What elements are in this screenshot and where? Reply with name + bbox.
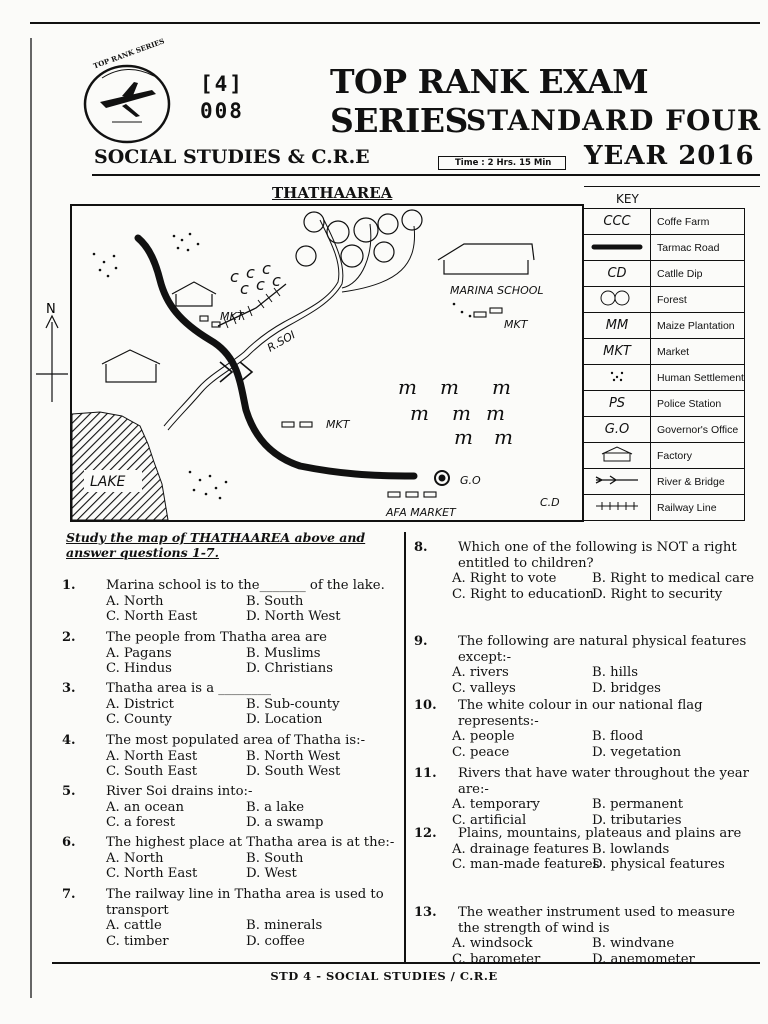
key-row	[584, 339, 745, 365]
key-label: River & Bridge	[651, 469, 745, 495]
answer-option[interactable]: B. lowlands	[592, 841, 670, 857]
svg-text:c: c	[240, 279, 249, 298]
key-label: Catlle Dip	[651, 261, 745, 287]
police-station-icon: PS	[584, 391, 651, 417]
map-title: THATHAAREA	[272, 184, 393, 202]
key-label: Maize Plantation	[651, 313, 745, 339]
answer-option[interactable]: A. North	[106, 850, 164, 866]
answer-option[interactable]: C. Right to education	[452, 586, 594, 602]
question-text: The weather instrument used to measure the strength of wind is	[458, 905, 735, 936]
svg-text:m: m	[494, 425, 513, 449]
answer-option[interactable]: A. Right to vote	[452, 571, 557, 586]
svg-text:m: m	[492, 375, 511, 399]
key-title: KEY	[616, 192, 639, 206]
answer-option[interactable]: B. hills	[592, 665, 638, 680]
question-text: River Soi drains into:-	[106, 784, 253, 799]
governor-office-icon: G.O	[584, 417, 651, 443]
answer-option[interactable]: C. valleys	[452, 680, 516, 696]
svg-text:G.O: G.O	[460, 474, 481, 487]
exam-logo	[82, 60, 172, 144]
svg-text:m: m	[486, 401, 505, 425]
answer-option[interactable]: B. South	[246, 593, 304, 609]
subject-title: SOCIAL STUDIES & C.R.E	[94, 146, 370, 168]
key-row	[584, 209, 745, 235]
answer-option[interactable]: D. anemometer	[592, 951, 695, 967]
svg-text:MARINA SCHOOL: MARINA SCHOOL	[450, 284, 544, 297]
answer-option[interactable]: B. South	[246, 850, 304, 866]
question-number: 10.	[414, 698, 437, 713]
key-label: Human Settlement	[651, 365, 745, 391]
answer-option[interactable]: D. physical features	[592, 857, 725, 872]
maize-icon: MM	[584, 313, 651, 339]
settlement-icon	[584, 365, 651, 391]
question-number: 1.	[62, 578, 76, 593]
answer-option[interactable]: D. Christians	[246, 661, 333, 676]
answer-option[interactable]: D. South West	[246, 764, 341, 779]
key-label: Coffe Farm	[651, 209, 745, 235]
key-label: Tarmac Road	[651, 235, 745, 261]
key-label: Factory	[651, 443, 745, 469]
key-label: Railway Line	[651, 495, 745, 521]
answer-option[interactable]: B. North West	[246, 748, 341, 764]
svg-text:m: m	[454, 425, 473, 449]
answer-option[interactable]: A. North East	[106, 748, 198, 764]
paper-code: 008	[200, 99, 244, 123]
paper-number: [4]	[200, 72, 244, 96]
answer-option[interactable]: D. vegetation	[592, 744, 682, 760]
key-row	[584, 313, 745, 339]
answer-option[interactable]: A. Pagans	[106, 645, 172, 661]
map-instruction: Study the map of THATHAAREA above and answer questions 1-7.	[66, 530, 366, 560]
left-margin-rule	[30, 38, 32, 998]
answer-option[interactable]: C. County	[106, 712, 172, 727]
answer-option[interactable]: A. people	[452, 729, 515, 744]
svg-text:N: N	[46, 302, 56, 317]
answer-option[interactable]: B. flood	[592, 729, 644, 744]
question-number: 3.	[62, 681, 76, 696]
answer-option[interactable]: B. permanent	[592, 797, 684, 812]
answer-option[interactable]: B. Muslims	[246, 645, 321, 661]
svg-text:R.SOI: R.SOI	[265, 328, 298, 355]
answer-option[interactable]: C. artificial	[452, 812, 527, 828]
answer-option[interactable]: D. coffee	[246, 933, 305, 949]
answer-option[interactable]: C. peace	[452, 744, 510, 760]
svg-text:c: c	[262, 259, 271, 278]
question-text: Plains, mountains, plateaus and plains are	[458, 826, 742, 841]
answer-option[interactable]: D. North West	[246, 609, 341, 624]
logo-text: TOP RANK SERIES	[92, 36, 166, 71]
key-row	[584, 495, 745, 521]
key-row	[584, 235, 745, 261]
answer-option[interactable]: A. windsock	[452, 936, 533, 951]
answer-option[interactable]: B. minerals	[246, 918, 323, 933]
answer-option[interactable]: D. a swamp	[246, 815, 324, 830]
exam-year: YEAR 2016	[584, 141, 755, 171]
svg-text:MKT: MKT	[220, 310, 244, 323]
svg-text:LAKE: LAKE	[90, 474, 126, 490]
answer-option[interactable]: A. cattle	[106, 918, 162, 933]
answer-option[interactable]: C. a forest	[106, 815, 176, 830]
time-allowed: Time : 2 Hrs. 15 Min	[438, 156, 566, 170]
key-row	[584, 261, 745, 287]
key-row	[584, 365, 745, 391]
question-number: 12.	[414, 826, 437, 841]
answer-option[interactable]: A. temporary	[452, 797, 540, 812]
header-rule	[92, 174, 760, 176]
answer-option[interactable]: D. bridges	[592, 680, 661, 696]
question-number: 8.	[414, 540, 428, 555]
answer-option[interactable]: D. tributaries	[592, 812, 682, 828]
question-text: The most populated area of Thatha is:-	[106, 733, 366, 748]
svg-text:MKT: MKT	[326, 418, 350, 431]
svg-text:m: m	[398, 375, 417, 399]
question-text: The highest place at Thatha area is at the:-	[106, 835, 395, 850]
answer-option[interactable]: B. Right to medical care	[592, 571, 755, 586]
answer-option[interactable]: D. Location	[246, 712, 323, 727]
key-label: Police Station	[651, 391, 745, 417]
header-rule-2	[584, 186, 760, 187]
key-row	[584, 469, 745, 495]
answer-option[interactable]: A. North	[106, 593, 164, 609]
map-key	[583, 208, 745, 521]
answer-option[interactable]: C. barometer	[452, 951, 541, 967]
answer-option[interactable]: C. timber	[106, 933, 169, 949]
answer-option[interactable]: D. Right to security	[592, 586, 723, 602]
cattle-dip-icon: CD	[584, 261, 651, 287]
svg-text:c: c	[272, 271, 281, 290]
svg-text:c: c	[230, 267, 239, 286]
key-label: Forest	[651, 287, 745, 313]
question-text: Rivers that have water throughout the year are:-	[458, 766, 749, 797]
svg-text:m: m	[410, 401, 429, 425]
question-text: The following are natural physical features except:-	[458, 634, 747, 665]
answer-option[interactable]: A. drainage features	[452, 841, 589, 857]
question-number: 13.	[414, 905, 437, 920]
railway-icon	[584, 495, 651, 521]
key-row	[584, 417, 745, 443]
key-label: Governor's Office	[651, 417, 745, 443]
answer-option[interactable]: A. District	[106, 696, 174, 712]
question-number: 5.	[62, 784, 76, 799]
north-arrow-icon	[34, 302, 68, 402]
answer-option[interactable]: A. an ocean	[106, 799, 184, 815]
key-label: Market	[651, 339, 745, 365]
answer-option[interactable]: C. Hindus	[106, 661, 172, 676]
key-row	[584, 391, 745, 417]
river-bridge-icon	[584, 469, 651, 495]
thatha-area-map	[70, 204, 584, 522]
svg-text:m: m	[452, 401, 471, 425]
svg-text:c: c	[246, 263, 255, 282]
svg-text:MKT: MKT	[504, 318, 528, 331]
answer-option[interactable]: C. South East	[106, 764, 198, 779]
answer-option[interactable]: C. North East	[106, 866, 198, 881]
svg-text:AFA MARKET: AFA MARKET	[386, 506, 456, 519]
market-icon: MKT	[584, 339, 651, 365]
key-row	[584, 287, 745, 313]
page-footer: STD 4 - SOCIAL STUDIES / C.R.E	[270, 969, 498, 983]
question-number: 11.	[414, 766, 437, 781]
answer-option[interactable]: D. West	[246, 866, 297, 881]
question-text: Thatha area is a ________	[106, 681, 272, 696]
column-divider	[404, 532, 406, 964]
question-text: Which one of the following is NOT a right entitled to children?	[458, 540, 737, 571]
question-text: The white colour in our national flag represents:-	[458, 698, 703, 729]
question-text: Marina school is to the_______ of the lake.	[106, 578, 385, 593]
standard-title: STANDARD FOUR	[466, 104, 762, 137]
answer-option[interactable]: C. man-made features	[452, 857, 600, 872]
svg-text:C.D: C.D	[540, 496, 560, 509]
question-number: 7.	[62, 887, 76, 902]
answer-option[interactable]: A. rivers	[452, 665, 509, 680]
question-text: The people from Thatha area are	[106, 630, 327, 645]
question-text: The railway line in Thatha area is used to transport	[106, 887, 384, 918]
question-number: 4.	[62, 733, 76, 748]
answer-option[interactable]: C. North East	[106, 609, 198, 624]
answer-option[interactable]: B. a lake	[246, 799, 305, 815]
question-number: 6.	[62, 835, 76, 850]
exam-series-title: TOP RANK EXAM SERIES	[330, 62, 649, 140]
svg-text:m: m	[440, 375, 459, 399]
svg-text:c: c	[256, 275, 265, 294]
key-row	[584, 443, 745, 469]
coffee-icon: CCC	[584, 209, 651, 235]
answer-option[interactable]: B. Sub-county	[246, 696, 340, 712]
answer-option[interactable]: B. windvane	[592, 936, 675, 951]
factory-icon	[584, 443, 651, 469]
forest-icon	[584, 287, 651, 313]
question-number: 2.	[62, 630, 76, 645]
question-number: 9.	[414, 634, 428, 649]
tarmac-road-icon	[584, 235, 651, 261]
top-rule	[30, 22, 760, 24]
